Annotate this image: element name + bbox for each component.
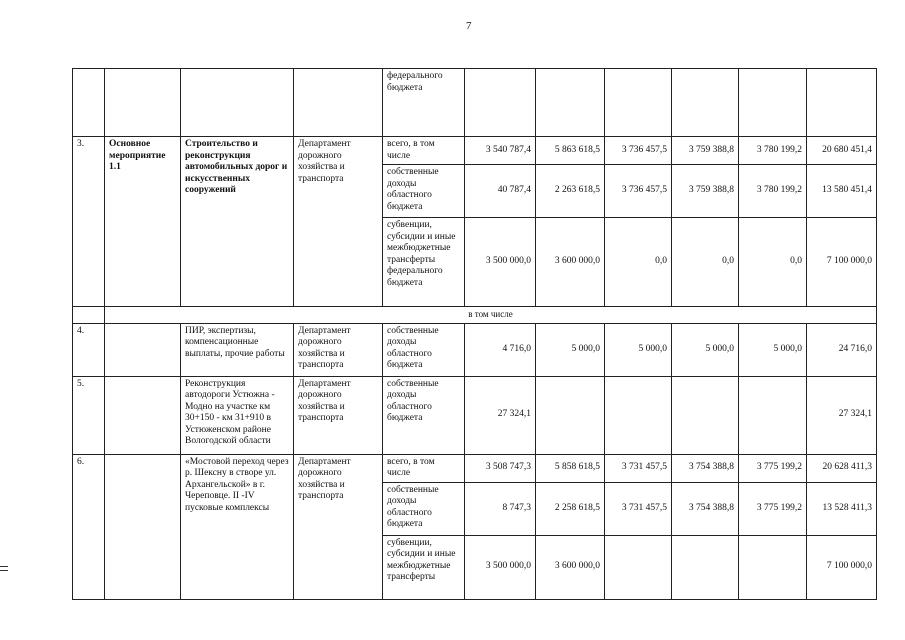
year-value: [605, 376, 672, 454]
executor-cell: Департамент дорожного хозяйства и транспорта: [294, 454, 383, 599]
year-value: 5 000,0: [739, 323, 807, 376]
activity-detail-cell: [181, 69, 294, 137]
year-value: 3 759 388,8: [672, 165, 739, 218]
year-value: [536, 376, 605, 454]
funding-source-cell: субвенции, субсидии и иные межбюджетные трансферты: [383, 535, 465, 599]
activity-detail-cell: ПИР, экспертизы, компенсационные выплаты, прочие работы: [181, 323, 294, 376]
year-value: 3 754 388,8: [672, 454, 739, 482]
year-value: [672, 376, 739, 454]
budget-table: [72, 68, 877, 600]
scan-edge-mark: [0, 566, 8, 571]
activity-detail-cell: Строительство и реконструкция автомобильных дорог и искусственных сооружений: [181, 137, 294, 307]
year-value: 3 775 199,2: [739, 482, 807, 535]
total-value: 20 680 451,4: [807, 137, 877, 165]
year-value: 3 754 388,8: [672, 482, 739, 535]
activity-name-cell: [105, 376, 181, 454]
funding-source-cell: субвенции, субсидии и иные межбюджетные трансферты федерального бюджета: [383, 218, 465, 307]
activity-name-cell: [105, 323, 181, 376]
executor-cell: [294, 69, 383, 137]
total-value: 24 716,0: [807, 323, 877, 376]
table-row: [73, 376, 877, 454]
year-value: 3 736 457,5: [605, 165, 672, 218]
year-value: 3 780 199,2: [739, 165, 807, 218]
year-value: 0,0: [605, 218, 672, 307]
funding-source-cell: собственные доходы областного бюджета: [383, 323, 465, 376]
year-value: [672, 69, 739, 137]
year-value: 0,0: [672, 218, 739, 307]
table-row: [73, 137, 877, 165]
total-value: 7 100 000,0: [807, 535, 877, 599]
year-value: 5 000,0: [605, 323, 672, 376]
total-value: 13 580 451,4: [807, 165, 877, 218]
funding-source-cell: всего, в том числе: [383, 454, 465, 482]
executor-cell: Департамент дорожного хозяйства и транспорта: [294, 376, 383, 454]
executor-cell: Департамент дорожного хозяйства и транспорта: [294, 323, 383, 376]
table-row: [73, 323, 877, 376]
total-value: 13 528 411,3: [807, 482, 877, 535]
row-number-cell: [73, 69, 105, 137]
funding-source-cell: собственные доходы областного бюджета: [383, 482, 465, 535]
funding-source-cell: федерального бюджета: [383, 69, 465, 137]
year-value: [465, 69, 536, 137]
table-row: [73, 69, 877, 137]
row-number-cell: 6.: [73, 454, 105, 599]
year-value: 3 731 457,5: [605, 482, 672, 535]
year-value: 8 747,3: [465, 482, 536, 535]
executor-cell: Департамент дорожного хозяйства и транспорта: [294, 137, 383, 307]
year-value: 27 324,1: [465, 376, 536, 454]
year-value: [739, 535, 807, 599]
activity-name-cell: [105, 454, 181, 599]
year-value: 3 600 000,0: [536, 218, 605, 307]
activity-name-cell: [105, 69, 181, 137]
row-number-cell: [73, 307, 105, 324]
year-value: 5 858 618,5: [536, 454, 605, 482]
total-value: 20 628 411,3: [807, 454, 877, 482]
subheader-row: [73, 307, 877, 324]
year-value: [739, 376, 807, 454]
year-value: [536, 69, 605, 137]
year-value: 5 000,0: [536, 323, 605, 376]
total-value: 7 100 000,0: [807, 218, 877, 307]
activity-detail-cell: «Мостовой переход через р. Шексну в створе ул. Архангельской» в г. Череповце. II -IV пусковые комплексы: [181, 454, 294, 599]
year-value: 3 500 000,0: [465, 218, 536, 307]
funding-source-cell: всего, в том числе: [383, 137, 465, 165]
activity-detail-cell: Реконструкция автодороги Устюжна - Модно на участке км 30+150 - км 31+910 в Устюженском районе Вологодской области: [181, 376, 294, 454]
year-value: 40 787,4: [465, 165, 536, 218]
year-value: 3 775 199,2: [739, 454, 807, 482]
page-number: 7: [466, 20, 472, 32]
subheader-label: в том числе: [105, 307, 877, 324]
total-value: 27 324,1: [807, 376, 877, 454]
year-value: 3 508 747,3: [465, 454, 536, 482]
row-number-cell: 4.: [73, 323, 105, 376]
year-value: 3 759 388,8: [672, 137, 739, 165]
year-value: 3 500 000,0: [465, 535, 536, 599]
row-number-cell: 3.: [73, 137, 105, 307]
year-value: 4 716,0: [465, 323, 536, 376]
funding-source-cell: собственные доходы областного бюджета: [383, 376, 465, 454]
year-value: 2 258 618,5: [536, 482, 605, 535]
year-value: 3 731 457,5: [605, 454, 672, 482]
year-value: 3 540 787,4: [465, 137, 536, 165]
year-value: 5 863 618,5: [536, 137, 605, 165]
year-value: 5 000,0: [672, 323, 739, 376]
year-value: [672, 535, 739, 599]
funding-source-cell: собственные доходы областного бюджета: [383, 165, 465, 218]
row-number-cell: 5.: [73, 376, 105, 454]
total-value: [807, 69, 877, 137]
year-value: 3 736 457,5: [605, 137, 672, 165]
year-value: [605, 535, 672, 599]
year-value: 0,0: [739, 218, 807, 307]
year-value: [739, 69, 807, 137]
activity-name-cell: Основное мероприятие 1.1: [105, 137, 181, 307]
year-value: 2 263 618,5: [536, 165, 605, 218]
year-value: 3 600 000,0: [536, 535, 605, 599]
year-value: 3 780 199,2: [739, 137, 807, 165]
year-value: [605, 69, 672, 137]
table-row: [73, 454, 877, 482]
